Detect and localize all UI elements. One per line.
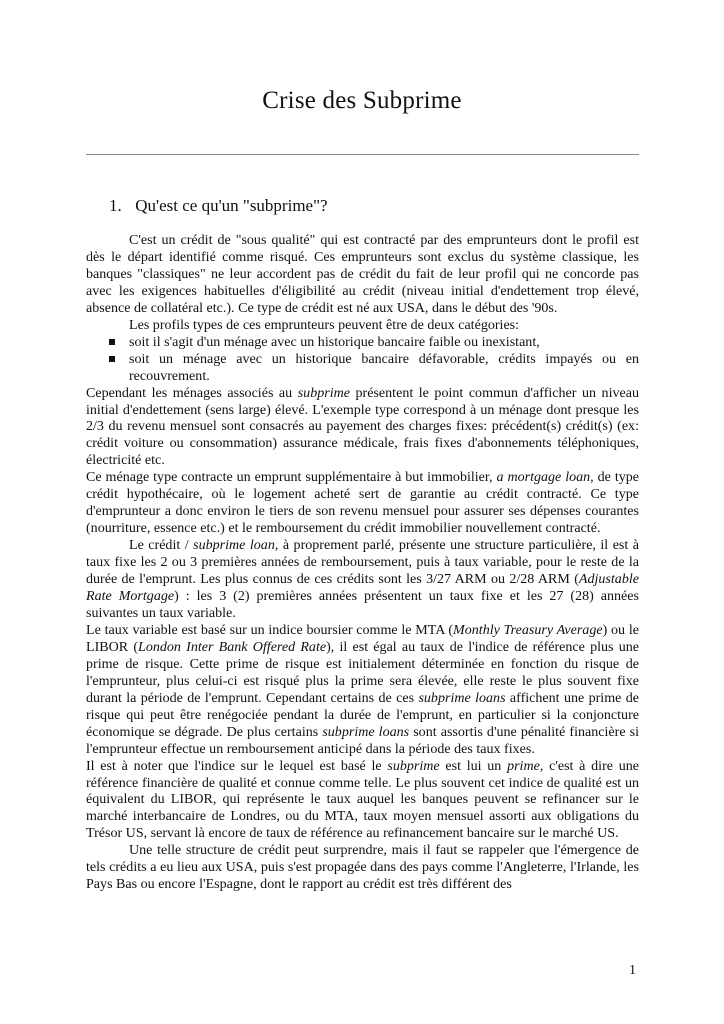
section-heading [109,195,328,217]
paragraph-1: C'est un crédit de "sous qualité" qui est contracté par des emprunteurs dont le profil est dès le départ identifié comme risqué. Ces emprunteurs sont exclus du système classique, les banques "classiques" ne leur accordent pas de crédit du fait de leur profil qui ne concorde pas avec les exigences habituelles d'éligibilité au crédit (niveau initial d'endettement trop élevé, absence de collatéral etc.). Ce type de crédit est né aux USA, dans le début des '90s. [86,232,639,316]
paragraph-8: Une telle structure de crédit peut surprendre, mais il faut se rappeler que l'émergence de tels crédits a eu lieu aux USA, puis s'est propagée dans des pays comme l'Angleterre, l'Irlande, les Pays Bas ou encore l'Espagne, dont le rapport au crédit est très différent des [86,842,639,893]
section-title: Qu'est ce qu'un "subprime"? [135,196,328,215]
bullet-icon [109,356,115,362]
paragraph-2: Les profils types de ces emprunteurs peuvent être de deux catégories: [129,316,520,333]
paragraph-6: Le taux variable est basé sur un indice boursier comme le MTA (Monthly Treasury Average) ou le LIBOR (London Inter Bank Offered Rate), il est égal au taux de l'indice de référence plus une prime de risque. Cette prime de risque est initialement déterminée en fonction du risque de l'emprunteur, plus celui-ci est risqué plus la prime sera élevée, elle reste le plus souvent fixe durant la période de l'emprunt. Cependant certains de ces subprime loans affichent une prime de risque qui peut être renégociée pendant la durée de l'emprunt, en particulier si la conjoncture économique se dégrade. De plus certains subprime loans sont assortis d'une pénalité financière si l'emprunteur effectue un remboursement anticipé dans la période des taux fixes. [86,621,640,757]
profile-list [86,334,639,385]
paragraph-3: Cependant les ménages associés au subprime présentent le point commun d'afficher un niveau initial d'endettement (sens large) élevé. L'exemple type correspond à un ménage dont presque les 2/3 du revenu mensuel sont consacrés au payement des charges fixes: précédent(s) crédit(s) (ex: crédit voiture ou consommation) assurance médicale, frais fixes d'abonnements téléphoniques, électricité etc. [86,384,639,469]
section-number: 1. [109,196,122,215]
document-title: Crise des Subprime [262,87,462,114]
list-item: soit un ménage avec un historique bancaire défavorable, crédits impayés ou en recouvrement. [86,351,639,385]
bullet-icon [109,339,115,345]
page-number: 1 [629,963,636,978]
paragraph-4: Ce ménage type contracte un emprunt supplémentaire à but immobilier, a mortgage loan, de type crédit hypothécaire, où le logement acheté sert de garantie au crédit contracté. Ce type d'emprunteur a donc environ le tiers de son revenu mensuel pour assurer ses dépenses courantes (nourriture, essence etc.) et le remboursement du crédit immobilier nouvellement contracté. [86,469,640,537]
list-item: soit il s'agit d'un ménage avec un historique bancaire faible ou inexistant, [86,334,639,351]
title-divider [86,154,639,155]
paragraph-5: Le crédit / subprime loan, à proprement parlé, présente une structure particulière, il est à taux fixe les 2 ou 3 premières années de remboursement, puis à taux variable, pour le reste de la durée de l'emprunt. Les plus connus de ces crédits sont les 3/27 ARM ou 2/28 ARM (Adjustable Rate Mortgage) : les 3 (2) premières années présentent un taux fixe et les 27 (28) années suivantes un taux variable. [86,537,639,621]
paragraph-7: Il est à noter que l'indice sur le lequel est basé le subprime est lui un prime, c'est à dire une référence financière de qualité et connue comme telle. Le plus souvent cet indice de qualité est un équivalent du LIBOR, qui représente le taux auquel les banques peuvent se refinancer sur le marché interbancaire de Londres, ou du MTA, taux moyen mensuel assorti aux obligations du Trésor US, servant là encore de taux de référence au refinancement bancaire sur le marché US. [86,757,639,842]
document-body [86,232,639,893]
